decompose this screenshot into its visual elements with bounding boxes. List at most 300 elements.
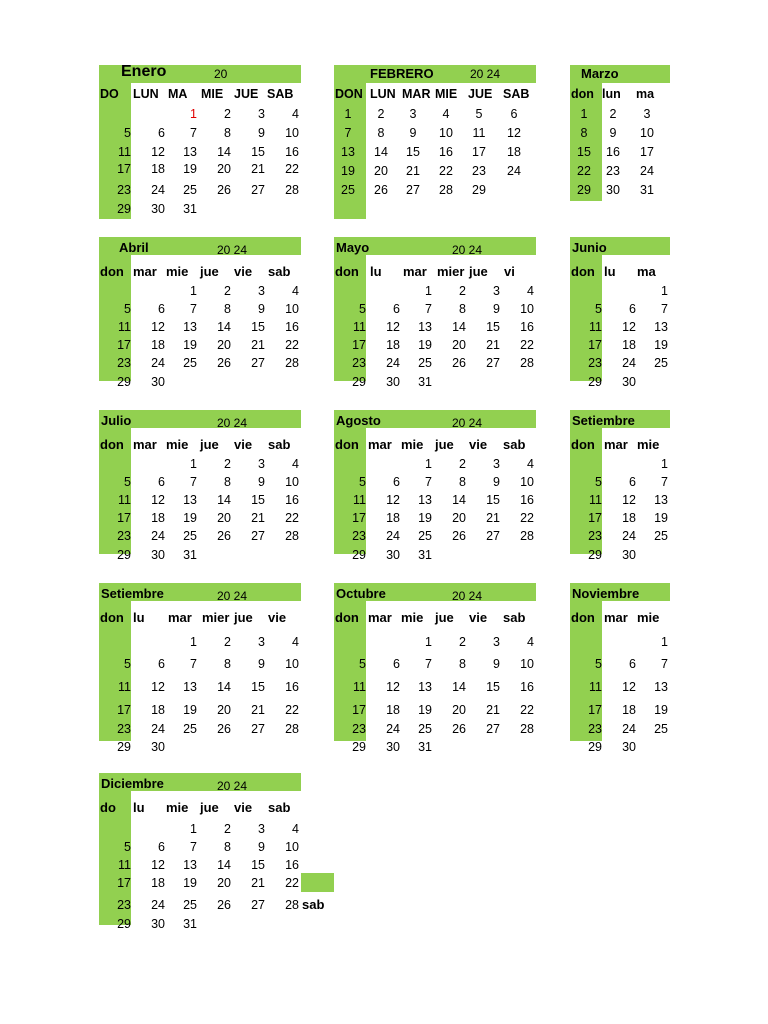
day-cell: 4 xyxy=(442,107,450,121)
day-cell: 8 xyxy=(224,475,231,489)
day-cell: 15 xyxy=(406,145,420,159)
day-cell: 27 xyxy=(251,722,265,736)
weekday-header: lu xyxy=(604,264,616,279)
day-cell: 18 xyxy=(151,162,165,176)
month-setiembre-a xyxy=(570,410,670,562)
weekday-header: mier xyxy=(437,264,465,279)
month-enero xyxy=(99,65,301,221)
day-cell: 1 xyxy=(190,284,197,298)
day-cell: 29 xyxy=(117,548,131,562)
day-cell: 12 xyxy=(151,680,165,694)
day-cell: 28 xyxy=(520,356,534,370)
day-cell: 9 xyxy=(258,302,265,316)
day-cell: 30 xyxy=(386,375,400,389)
day-cell: 8 xyxy=(459,475,466,489)
day-cell: 16 xyxy=(520,320,534,334)
weekday-header: mie xyxy=(637,437,660,452)
day-cell: 8 xyxy=(224,657,231,671)
day-cell: 24 xyxy=(622,722,636,736)
day-cell: 5 xyxy=(359,302,366,316)
day-cell: 16 xyxy=(285,320,299,334)
day-cell: 25 xyxy=(418,722,432,736)
day-cell: 18 xyxy=(386,338,400,352)
day-cell: 10 xyxy=(520,475,534,489)
day-cell: 28 xyxy=(285,722,299,736)
day-cell: 26 xyxy=(217,356,231,370)
day-cell: 24 xyxy=(151,183,165,197)
day-cell: 26 xyxy=(217,722,231,736)
day-cell: 15 xyxy=(251,680,265,694)
day-cell: 7 xyxy=(661,657,668,671)
day-cell: 20 xyxy=(217,338,231,352)
day-cell: 6 xyxy=(510,107,518,121)
day-cell: 30 xyxy=(622,740,636,754)
day-cell: 27 xyxy=(251,356,265,370)
day-cell: 26 xyxy=(374,183,388,197)
weekday-header: jue xyxy=(435,610,454,625)
weekday-header: mie xyxy=(401,437,424,452)
day-cell: 26 xyxy=(217,183,231,197)
day-cell: 18 xyxy=(151,703,165,717)
day-cell: 11 xyxy=(118,680,131,694)
day-cell: 18 xyxy=(622,338,636,352)
day-cell: 29 xyxy=(588,740,602,754)
day-cell: 16 xyxy=(520,493,534,507)
day-cell: 3 xyxy=(258,284,265,298)
day-cell: 13 xyxy=(183,320,197,334)
day-cell: 27 xyxy=(251,183,265,197)
day-cell: 8 xyxy=(377,126,385,140)
month-octubre xyxy=(334,583,536,754)
day-cell: 23 xyxy=(588,529,602,543)
day-cell: 1 xyxy=(425,635,432,649)
weekday-header: don xyxy=(100,437,124,452)
day-cell: 14 xyxy=(374,145,388,159)
day-cell: 6 xyxy=(158,302,165,316)
month-title: Diciembre xyxy=(101,776,164,791)
day-cell: 20 xyxy=(452,703,466,717)
weekday-header: mie xyxy=(637,610,660,625)
day-cell: 9 xyxy=(493,475,500,489)
weekday-header: mie xyxy=(401,610,424,625)
day-cell: 28 xyxy=(520,722,534,736)
day-cell: 26 xyxy=(452,722,466,736)
day-cell: 16 xyxy=(285,858,299,872)
month-setiembre-b xyxy=(99,583,301,754)
day-cell: 8 xyxy=(224,126,231,140)
day-cell: 21 xyxy=(406,164,420,178)
day-cell: 14 xyxy=(452,320,466,334)
day-cell: 14 xyxy=(217,680,231,694)
day-cell: 27 xyxy=(486,356,500,370)
day-cell: 24 xyxy=(622,529,636,543)
weekday-header: mier xyxy=(202,610,230,625)
day-cell: 21 xyxy=(486,338,500,352)
day-cell: 25 xyxy=(183,356,197,370)
day-cell: 8 xyxy=(580,126,588,140)
day-cell: 18 xyxy=(151,338,165,352)
day-cell: 11 xyxy=(472,126,486,140)
month-year: 20 xyxy=(214,67,228,81)
day-cell: 14 xyxy=(217,858,231,872)
month-junio xyxy=(570,237,670,389)
day-cell: 26 xyxy=(452,529,466,543)
day-cell: 1 xyxy=(190,822,197,836)
day-cell: 7 xyxy=(425,657,432,671)
day-cell: 7 xyxy=(661,475,668,489)
day-cell: 2 xyxy=(224,457,231,471)
day-cell: 13 xyxy=(418,680,432,694)
weekday-header: mar xyxy=(133,437,157,452)
month-title: Octubre xyxy=(336,586,386,601)
day-cell: 5 xyxy=(124,475,131,489)
day-cell: 30 xyxy=(386,548,400,562)
day-cell: 22 xyxy=(285,511,299,525)
day-cell: 28 xyxy=(439,183,453,197)
weekday-header: MA xyxy=(168,87,188,101)
day-cell: 25 xyxy=(341,183,355,197)
day-cell: 11 xyxy=(118,493,131,507)
day-cell: 23 xyxy=(117,183,131,197)
weekday-header: sab xyxy=(268,800,291,815)
weekday-header: vie xyxy=(234,437,253,452)
day-cell: 19 xyxy=(654,703,668,717)
day-cell: 25 xyxy=(654,356,668,370)
day-cell: 14 xyxy=(452,493,466,507)
day-cell: 16 xyxy=(439,145,453,159)
day-cell: 31 xyxy=(418,548,432,562)
day-cell: 3 xyxy=(493,284,500,298)
month-febrero xyxy=(334,65,536,221)
weekday-header: jue xyxy=(234,610,253,625)
day-cell: 11 xyxy=(589,493,602,507)
month-title: Julio xyxy=(101,413,132,428)
month-year: 20 24 xyxy=(452,243,483,257)
day-cell: 24 xyxy=(151,722,165,736)
day-cell: 5 xyxy=(124,840,131,854)
weekday-header: lun xyxy=(602,87,621,101)
day-cell: 31 xyxy=(183,548,197,562)
day-cell: 5 xyxy=(359,475,366,489)
day-cell: 10 xyxy=(285,840,299,854)
day-cell: 14 xyxy=(217,320,231,334)
day-cell: 15 xyxy=(251,493,265,507)
day-cell: 17 xyxy=(117,511,131,525)
month-title: Junio xyxy=(572,240,607,255)
day-cell: 24 xyxy=(622,356,636,370)
day-cell: 4 xyxy=(527,284,534,298)
weekday-header: mar xyxy=(604,610,628,625)
month-title: Setiembre xyxy=(572,413,635,428)
day-cell: 11 xyxy=(589,680,602,694)
day-cell: 20 xyxy=(217,876,231,890)
day-cell: 5 xyxy=(124,126,131,140)
day-cell: 21 xyxy=(251,511,265,525)
day-cell: 15 xyxy=(486,680,500,694)
day-cell: 21 xyxy=(251,876,265,890)
day-cell: 31 xyxy=(183,917,197,931)
day-cell: 9 xyxy=(258,475,265,489)
day-cell: 17 xyxy=(472,145,486,159)
day-cell: 30 xyxy=(151,740,165,754)
day-cell: 30 xyxy=(622,375,636,389)
day-cell: 24 xyxy=(151,898,165,912)
weekday-header: don xyxy=(335,610,359,625)
day-cell: 5 xyxy=(124,302,131,316)
weekday-header: do xyxy=(100,800,116,815)
day-cell: 26 xyxy=(217,898,231,912)
day-cell: 24 xyxy=(151,529,165,543)
month-title: Agosto xyxy=(336,413,381,428)
day-cell: 6 xyxy=(393,475,400,489)
weekday-header: mie xyxy=(166,437,189,452)
day-cell: 17 xyxy=(588,338,602,352)
day-cell: 20 xyxy=(452,338,466,352)
day-cell: 7 xyxy=(344,126,352,140)
day-cell: 30 xyxy=(151,548,165,562)
day-cell: 7 xyxy=(425,302,432,316)
day-cell: 27 xyxy=(406,183,420,197)
day-cell: 28 xyxy=(285,356,299,370)
day-cell: 23 xyxy=(472,164,486,178)
day-cell: 8 xyxy=(224,840,231,854)
day-cell: 2 xyxy=(459,457,466,471)
day-cell: 9 xyxy=(258,657,265,671)
day-cell: 1 xyxy=(425,457,432,471)
day-cell: 9 xyxy=(258,840,265,854)
day-cell: 3 xyxy=(258,107,265,121)
day-cell: 13 xyxy=(183,493,197,507)
weekday-header: LUN xyxy=(370,87,396,101)
day-cell: 11 xyxy=(353,493,366,507)
day-cell: 3 xyxy=(493,457,500,471)
extra-weekday-label: sab xyxy=(302,897,325,912)
day-cell: 6 xyxy=(158,840,165,854)
day-cell: 22 xyxy=(439,164,453,178)
day-cell: 19 xyxy=(654,511,668,525)
month-year: 20 24 xyxy=(217,243,248,257)
weekday-header: MIE xyxy=(435,87,458,101)
month-year: 20 24 xyxy=(470,67,501,81)
day-cell: 6 xyxy=(158,126,165,140)
day-cell: 2 xyxy=(459,284,466,298)
day-cell: 29 xyxy=(117,202,131,216)
day-cell: 23 xyxy=(588,356,602,370)
day-cell: 1 xyxy=(190,457,197,471)
day-cell: 12 xyxy=(386,680,400,694)
day-cell: 1 xyxy=(580,107,588,121)
day-cell: 7 xyxy=(661,302,668,316)
day-cell: 28 xyxy=(285,529,299,543)
day-cell: 29 xyxy=(352,548,366,562)
month-marzo xyxy=(570,65,670,203)
weekday-header: MIE xyxy=(201,87,224,101)
day-cell: 23 xyxy=(117,722,131,736)
day-cell: 13 xyxy=(418,493,432,507)
day-cell: 23 xyxy=(117,529,131,543)
day-cell: 31 xyxy=(640,183,654,197)
day-cell: 13 xyxy=(183,145,197,159)
weekday-header: vie xyxy=(268,610,287,625)
day-cell: 30 xyxy=(622,548,636,562)
day-cell: 24 xyxy=(640,164,654,178)
day-cell: 19 xyxy=(418,338,432,352)
day-cell: 23 xyxy=(588,722,602,736)
day-cell: 22 xyxy=(285,338,299,352)
month-title: Abril xyxy=(119,240,149,255)
weekday-header: ma xyxy=(637,264,656,279)
weekday-header: vie xyxy=(234,800,253,815)
day-cell: 15 xyxy=(486,320,500,334)
weekday-header: SAB xyxy=(267,87,294,101)
month-year: 20 24 xyxy=(217,416,248,430)
day-cell: 10 xyxy=(520,657,534,671)
day-cell: 17 xyxy=(117,162,131,176)
day-cell: 18 xyxy=(622,703,636,717)
day-cell: 25 xyxy=(183,722,197,736)
day-cell: 19 xyxy=(418,703,432,717)
day-cell: 2 xyxy=(224,822,231,836)
day-cell: 28 xyxy=(520,529,534,543)
month-diciembre xyxy=(99,773,325,931)
day-cell: 19 xyxy=(183,703,197,717)
day-cell: 3 xyxy=(643,107,651,121)
month-header-band xyxy=(334,65,536,83)
day-cell: 25 xyxy=(654,529,668,543)
day-cell: 12 xyxy=(151,858,165,872)
weekday-header: lu xyxy=(370,264,382,279)
day-cell: 12 xyxy=(622,493,636,507)
day-cell: 7 xyxy=(190,302,197,316)
day-cell: 11 xyxy=(118,145,131,159)
month-year: 20 24 xyxy=(452,416,483,430)
month-title: Marzo xyxy=(581,66,619,81)
day-cell: 2 xyxy=(459,635,466,649)
day-cell: 19 xyxy=(183,162,197,176)
day-cell: 3 xyxy=(258,457,265,471)
weekday-header: vie xyxy=(234,264,253,279)
day-cell: 3 xyxy=(409,107,417,121)
day-cell: 9 xyxy=(493,657,500,671)
day-cell: 1 xyxy=(661,457,668,471)
day-cell: 25 xyxy=(418,356,432,370)
month-abril xyxy=(99,237,301,389)
day-cell: 2 xyxy=(224,284,231,298)
day-cell: 17 xyxy=(117,338,131,352)
day-cell: 12 xyxy=(151,320,165,334)
day-cell: 1 xyxy=(190,635,197,649)
weekday-header: sab xyxy=(268,437,291,452)
month-title: Setiembre xyxy=(101,586,164,601)
day-cell: 11 xyxy=(353,320,366,334)
day-cell: 24 xyxy=(386,722,400,736)
day-cell: 25 xyxy=(183,898,197,912)
day-cell: 28 xyxy=(285,183,299,197)
day-cell: 13 xyxy=(654,320,668,334)
day-cell: 22 xyxy=(285,703,299,717)
month-year: 20 24 xyxy=(217,779,248,793)
day-cell: 23 xyxy=(606,164,620,178)
day-cell: 21 xyxy=(486,703,500,717)
day-cell: 11 xyxy=(589,320,602,334)
month-year: 20 24 xyxy=(217,589,248,603)
day-cell: 7 xyxy=(190,475,197,489)
day-cell: 13 xyxy=(418,320,432,334)
day-cell: 12 xyxy=(151,493,165,507)
day-cell: 23 xyxy=(117,356,131,370)
day-cell: 17 xyxy=(640,145,654,159)
day-cell: 11 xyxy=(353,680,366,694)
day-cell: 27 xyxy=(486,529,500,543)
day-cell: 8 xyxy=(224,302,231,316)
day-cell: 19 xyxy=(183,876,197,890)
weekday-header: jue xyxy=(200,437,219,452)
weekday-header: lu xyxy=(133,800,145,815)
day-cell: 25 xyxy=(183,529,197,543)
day-cell: 17 xyxy=(352,338,366,352)
weekday-header: MAR xyxy=(402,87,431,101)
day-cell: 29 xyxy=(352,740,366,754)
day-cell: 2 xyxy=(377,107,385,121)
day-cell: 4 xyxy=(292,635,299,649)
weekday-header: jue xyxy=(200,800,219,815)
weekday-header: don xyxy=(335,437,359,452)
weekday-header: LUN xyxy=(133,87,159,101)
day-cell: 6 xyxy=(629,302,636,316)
day-cell: 31 xyxy=(418,740,432,754)
weekday-header: sab xyxy=(503,610,526,625)
day-cell: 30 xyxy=(151,375,165,389)
day-cell: 3 xyxy=(258,635,265,649)
weekday-header: DO xyxy=(100,87,119,101)
day-cell: 10 xyxy=(285,302,299,316)
weekday-header: don xyxy=(571,610,595,625)
day-cell: 4 xyxy=(292,822,299,836)
day-cell: 10 xyxy=(285,475,299,489)
day-cell: 17 xyxy=(352,703,366,717)
weekday-header: vie xyxy=(469,437,488,452)
day-cell: 9 xyxy=(493,302,500,316)
weekday-header: don xyxy=(335,264,359,279)
day-cell: 16 xyxy=(285,493,299,507)
day-cell: 29 xyxy=(117,740,131,754)
day-cell: 5 xyxy=(595,657,602,671)
day-cell: 5 xyxy=(359,657,366,671)
day-cell: 22 xyxy=(285,162,299,176)
weekday-header: sab xyxy=(503,437,526,452)
month-julio xyxy=(99,410,301,562)
weekday-header: vi xyxy=(504,264,515,279)
day-cell: 6 xyxy=(158,657,165,671)
day-cell: 12 xyxy=(386,493,400,507)
weekday-header: JUE xyxy=(234,87,259,101)
day-cell: 19 xyxy=(654,338,668,352)
day-cell: 29 xyxy=(588,375,602,389)
day-cell: 18 xyxy=(386,703,400,717)
day-cell: 29 xyxy=(577,183,591,197)
weekday-header: mar xyxy=(168,610,192,625)
day-cell: 7 xyxy=(190,126,197,140)
weekday-header: don xyxy=(571,87,594,101)
day-cell: 31 xyxy=(418,375,432,389)
day-cell: 4 xyxy=(292,107,299,121)
weekday-header: lu xyxy=(133,610,145,625)
day-cell: 18 xyxy=(151,511,165,525)
day-cell: 13 xyxy=(183,680,197,694)
day-cell: 6 xyxy=(393,657,400,671)
day-cell: 14 xyxy=(217,493,231,507)
month-title: Enero xyxy=(121,63,167,80)
